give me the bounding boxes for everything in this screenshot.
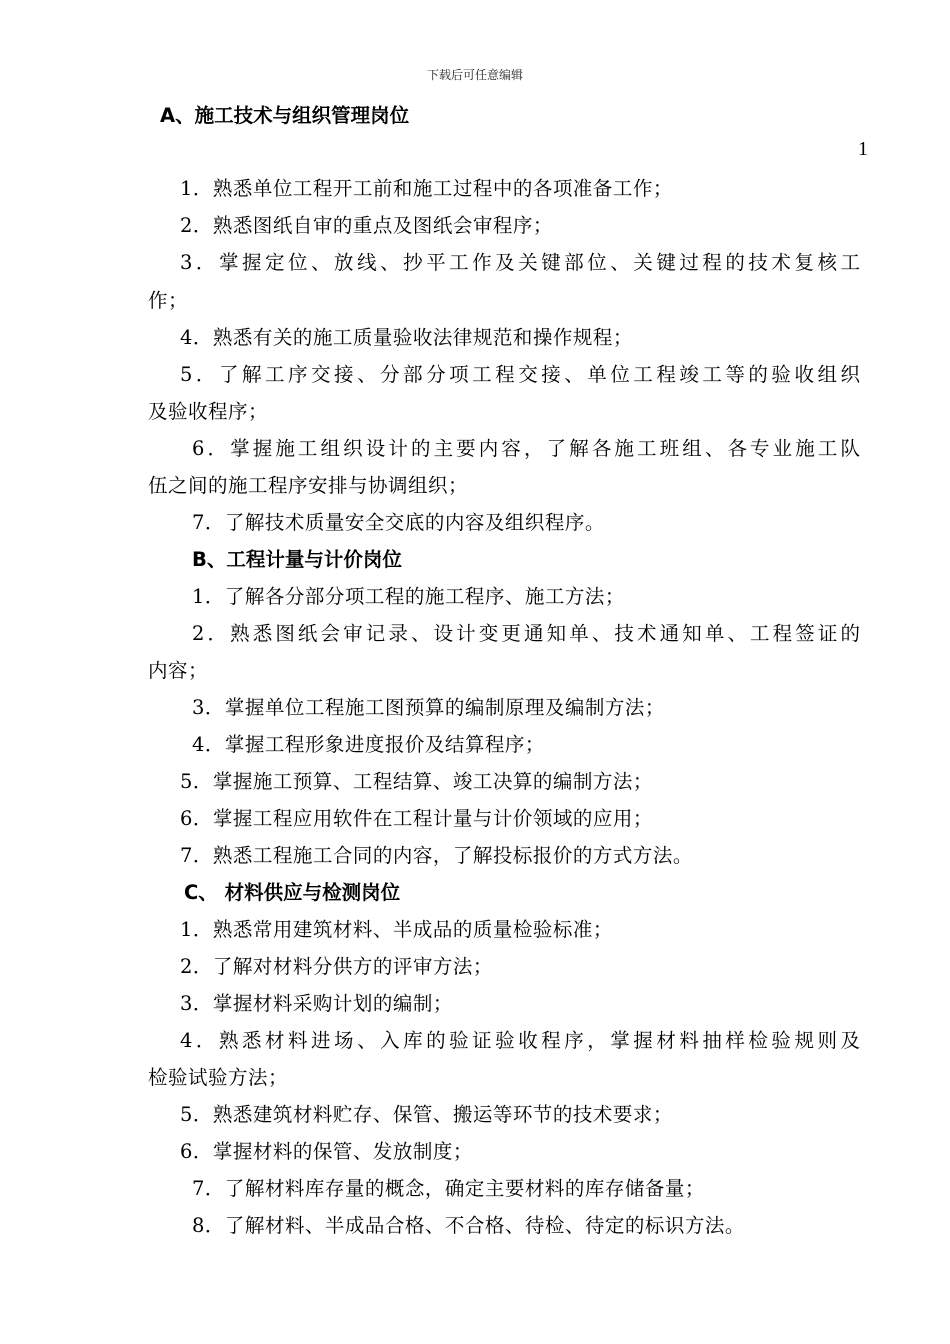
section-a-item: 2．熟悉图纸自审的重点及图纸会审程序；: [180, 214, 553, 237]
section-b-item: 2．熟悉图纸会审记录、设计变更通知单、技术通知单、工程签证的: [192, 622, 860, 645]
page-number: 1: [858, 138, 868, 160]
section-c-item: 1．熟悉常用建筑材料、半成品的质量检验标准；: [180, 918, 613, 941]
section-c-item: 3．掌握材料采购计划的编制；: [180, 992, 453, 1015]
section-a-item-cont: 伍之间的施工程序安排与协调组织；: [148, 474, 469, 497]
section-b-item: 1．了解各分部分项工程的施工程序、施工方法；: [192, 585, 625, 608]
section-a-item-cont: 及验收程序；: [148, 400, 269, 423]
section-b-item: 3．掌握单位工程施工图预算的编制原理及编制方法；: [192, 696, 665, 719]
section-a-item: 7．了解技术质量安全交底的内容及组织程序。: [192, 511, 605, 534]
section-c-item: 8．了解材料、半成品合格、不合格、待检、待定的标识方法。: [192, 1214, 745, 1237]
section-c-item: 7．了解材料库存量的概念，确定主要材料的库存储备量；: [192, 1177, 705, 1200]
section-a-item: 6．掌握施工组织设计的主要内容，了解各施工班组、各专业施工队: [192, 437, 860, 460]
section-a-item: 4．熟悉有关的施工质量验收法律规范和操作规程；: [180, 326, 633, 349]
section-c-item: 6．掌握材料的保管、发放制度；: [180, 1140, 473, 1163]
section-c-item: 2．了解对材料分供方的评审方法；: [180, 955, 493, 978]
section-b-item-cont: 内容；: [148, 659, 209, 682]
section-b-title: B、工程计量与计价岗位: [192, 548, 402, 571]
section-a-title: A、施工技术与组织管理岗位: [160, 104, 410, 127]
section-c-title: C、 材料供应与检测岗位: [184, 881, 401, 904]
section-c-item: 4．熟悉材料进场、入库的验证验收程序，掌握材料抽样检验规则及: [180, 1029, 860, 1052]
section-a-item: 1．熟悉单位工程开工前和施工过程中的各项准备工作；: [180, 177, 673, 200]
section-c-item: 5．熟悉建筑材料贮存、保管、搬运等环节的技术要求；: [180, 1103, 673, 1126]
section-b-item: 4．掌握工程形象进度报价及结算程序；: [192, 733, 545, 756]
section-c-item-cont: 检验试验方法；: [148, 1066, 289, 1089]
section-b-item: 5．掌握施工预算、工程结算、竣工决算的编制方法；: [180, 770, 653, 793]
page-header: 下载后可任意编辑: [426, 68, 523, 82]
section-b-item: 7．熟悉工程施工合同的内容，了解投标报价的方式方法。: [180, 844, 693, 867]
section-a-item-cont: 作；: [148, 289, 189, 312]
section-a-item: 3．掌握定位、放线、抄平工作及关键部位、关键过程的技术复核工: [180, 251, 860, 274]
section-a-item: 5．了解工序交接、分部分项工程交接、单位工程竣工等的验收组织: [180, 363, 860, 386]
section-b-item: 6．掌握工程应用软件在工程计量与计价领域的应用；: [180, 807, 653, 830]
